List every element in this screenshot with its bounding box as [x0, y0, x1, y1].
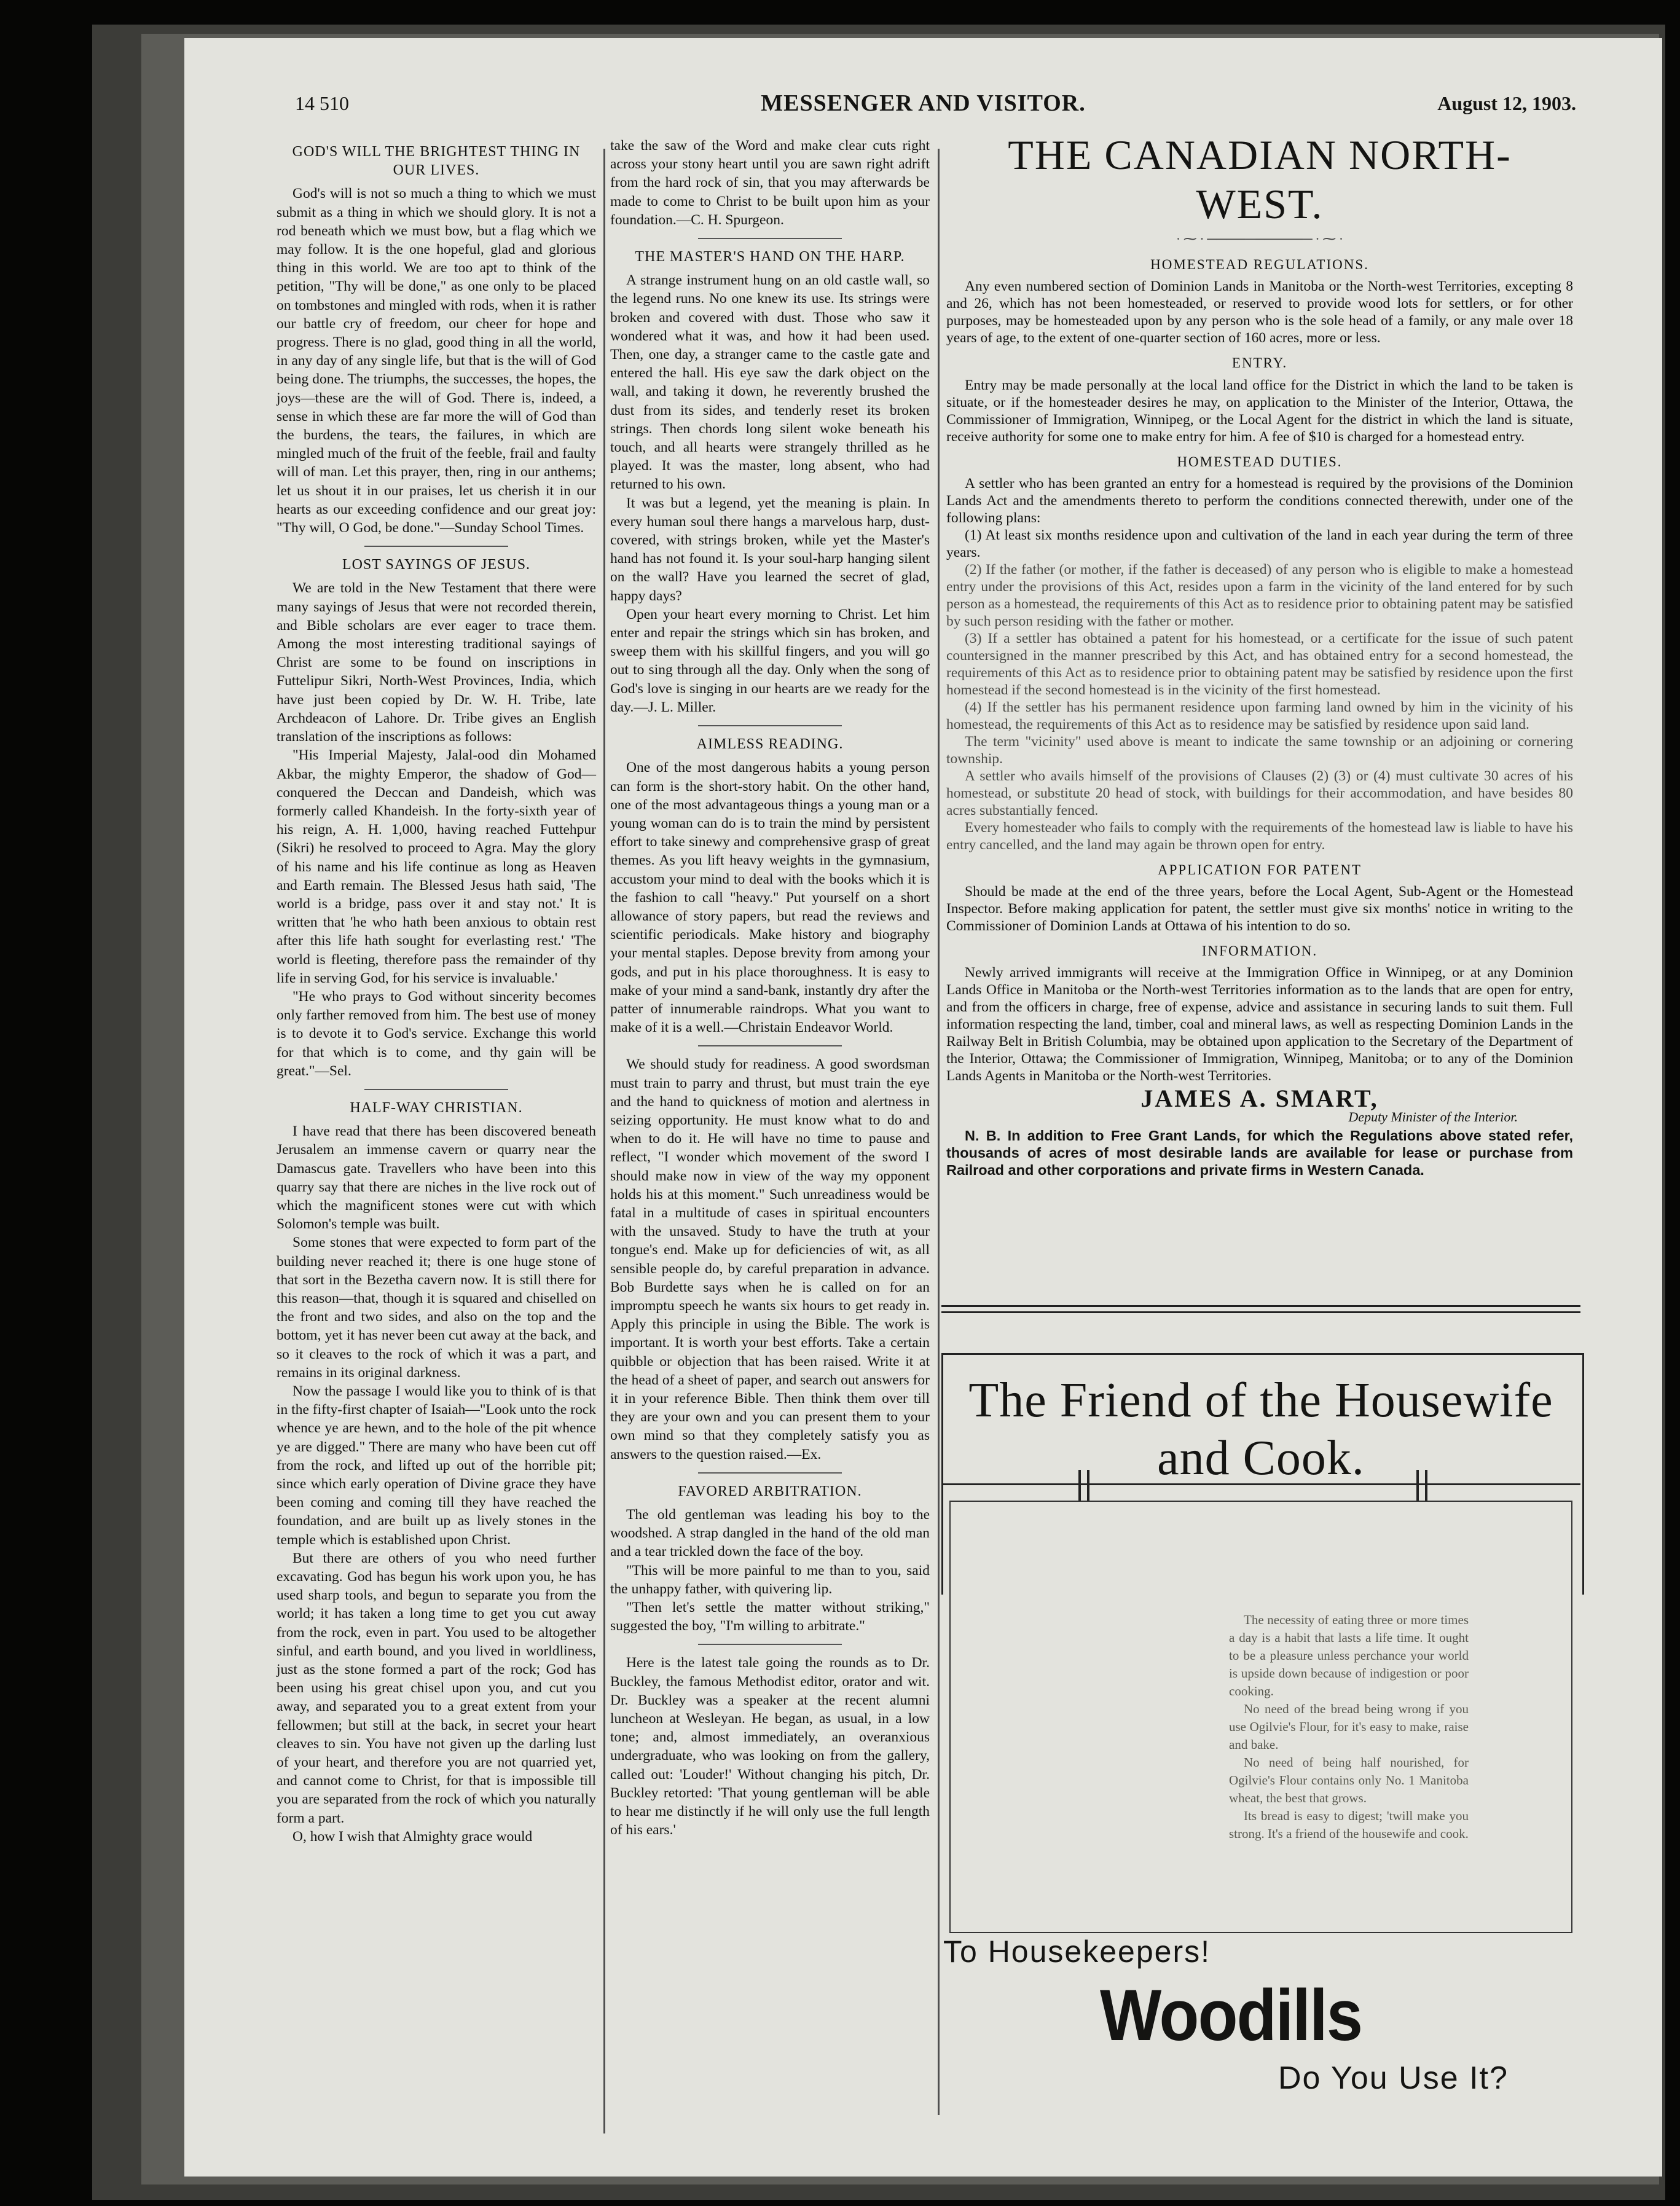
article-paragraph: "His Imperial Majesty, Jalal-ood din Mohamed Akbar, the mighty Emperor, the shadow of God—conquered the Deccan and Dandeish, which was formerly called Khandeish. In the forty-sixth year of his reign, A. H. 1,000, having reached Futtehpur (Sikri) he resolved to proceed to Agra. May the glory of his name and his life continue as long as Heaven and Earth remain. The Blessed Jesus hath said, 'The world is a bridge, pass over it and stay not.' It is written that 'he who hath been anxious to obtain rest after this life hath sought for everlasting rest.' 'The world is fleeting, therefore pass the remainder of thy life in serving God, for his service is invaluable.': [277, 747, 596, 986]
column-1: [277, 136, 596, 1846]
article-paragraph: A strange instrument hung on an old castle wall, so the legend runs. No one knew its use. Its strings were broken and covered with dust. Those who saw it wondered what it was, and how it had been used. Then, one day, a stranger came to the castle gate and entered the hall. His eye saw the dark object on the wall, and taking it down, he reverently brushed the dust from its sides, and tenderly reset its broken strings. Then chords long silent woke beneath his touch, and all hearts were strangely thrilled as he played. It was the master, long absent, who had returned to his own.: [610, 272, 930, 493]
notice-paragraph: (3) If a settler has obtained a patent for his homestead, or a certificate for the issue of such patent countersigned in the manner prescribed by this Act, and has obtained entry for a second homestead, the requirements of this Act as to residence prior to obtaining patent may be satisfied by residence upon the first homestead if the second homestead is in the vicinity of the first homestead.: [946, 630, 1573, 698]
notice-paragraph: A settler who avails himself of the provisions of Clauses (2) (3) or (4) must cultivate 30 acres of his homestead, or substitute 20 head of stock, with buildings for their accommodation, and have besides 80 acres substantially fenced.: [946, 767, 1573, 818]
column-rule-1: [603, 149, 605, 2133]
article-title: HALF-WAY CHRISTIAN.: [350, 1099, 523, 1116]
ad-paragraph: No need of the bread being wrong if you use Ogilvie's Flour, for it's easy to make, raise and bake.: [1229, 1702, 1469, 1752]
article-paragraph: One of the most dangerous habits a young person can form is the short-story habit. On the other hand, one of the most advantageous things a young man or a young woman can do is to train the mind by persistent effort to take sinewy and comprehensive grasp of great themes. As you lift heavy weights in the gymnasium, accustom your mind to deal with the books which it is the fashion to call "heavy." Put yourself on a short allowance of story papers, but read the reviews and scientific periodicals. Make history and biography your mental staples. Depose brevity from among your gods, and put in his place thoroughness. It is easy to make of your mind a sand-bank, instantly dry after the patter of innumerable raindrops. What you want to make of it is a well.—Christain Endeavor World.: [610, 760, 930, 1036]
column-2: [610, 136, 930, 1839]
article-paragraph: We are told in the New Testament that there were many sayings of Jesus that were not recorded therein, and Bible scholars are ever eager to trace them. Among the most interesting traditional sayings of Christ are some to be found on inscriptions in Futtelipur Sikri, North-West Provinces, India, which have just been copied by Dr. W. H. Tribe, late Archdeacon of Lahore. Dr. Tribe gives an English translation of the inscriptions as follows:: [277, 580, 596, 745]
flour-ad-headline: The Friend of the Housewife and Cook.: [968, 1373, 1553, 1485]
article-divider: [698, 1045, 842, 1046]
article-paragraph: "He who prays to God without sincerity becomes only farther removed from him. The best use of money is to devote it to God's service. Exchange this world for that which is to come, and thy gain will be great."—Sel.: [277, 988, 596, 1079]
article-paragraph: "This will be more painful to me than to you, said the unhappy father, with quivering lip.: [610, 1562, 930, 1597]
notice-paragraph: Newly arrived immigrants will receive at the Immigration Office in Winnipeg, or at any Dominion Lands Office in Manitoba or the North-west Territories information as to the lands that are open for entry, and from the officers in charge, free of expense, advice and assistance in securing lands to suit them. Full information respecting the land, timber, coal and mineral laws, as well as respecting Dominion Lands in the Railway Belt in British Columbia, may be obtained upon application to the Secretary of the Department of the Interior, Ottawa; the Commissioner of Immigration, Winnipeg, Manitoba; or to any of the Dominion Lands Agents in Manitoba or the North-west Territories.: [946, 965, 1573, 1085]
notice-paragraph: A settler who has been granted an entry for a homestead is required by the provisions of the Dominion Lands Act and the amendments thereto to perform the conditions connected therewith, under one of the following plans:: [946, 475, 1573, 526]
ad-ornament-right: [1416, 1470, 1427, 1501]
article-paragraph: Now the passage I would like you to think of is that in the fifty-first chapter of Isaiah—"Look unto the rock whence ye are hewn, and to the hole of the pit whence ye are digged." There are many who have been cut off from the rock, and lifted up out of the horrible pit; since which early operation of Divine grace they have been coming and coming till they have reached the foundation, and are built up as lively stones in the temple which is established upon Christ.: [277, 1383, 596, 1548]
article-divider: [698, 238, 842, 239]
article-divider: [698, 725, 842, 726]
article-divider: [364, 1089, 508, 1090]
section-heading: INFORMATION.: [1201, 943, 1318, 959]
column-rule-2: [938, 149, 940, 2115]
article-paragraph: Here is the latest tale going the rounds as to Dr. Buckley, the famous Methodist editor, orator and wit. Dr. Buckley was a speaker at the recent alumni luncheon at Wesleyan. He began, as usual, in a low tone; and, almost immediately, an overanxious undergraduate, who was looking on from the gallery, called out: 'Louder!' Without changing his pitch, Dr. Buckley retorted: 'That young gentleman will be able to hear me distinctly if he will only use the full length of his ears.': [610, 1655, 930, 1839]
section-heading: ENTRY.: [1231, 355, 1288, 371]
article-paragraph: But there are others of you who need further excavating. God has begun his work upon you, he has used sharp tools, and begun to separate you from the world; it has taken a long time to get you cut away from the rock, even in part. You used to be altogether sinful, and earth bound, and you lived in worldliness, just as the stone formed a part of the rock; God has been using his great chisel upon you, and cut you away, and separated you to a great extent from your fellowmen; but still at the back, in secret your heart cleaves to sin. You have not given up the darling lust of your heart, and therefore you are not quarried yet, and cannot come to Christ, for that is impossible till you are separated from the rock of which you naturally form a part.: [277, 1550, 596, 1826]
article-divider: [698, 1644, 842, 1645]
issue-date: August 12, 1903.: [1437, 92, 1576, 114]
masthead: MESSENGER AND VISITOR.: [761, 90, 1086, 116]
article-paragraph: Open your heart every morning to Christ. Let him enter and repair the strings which sin has broken, and sweep them with his skillful fingers, and you will go out to sing through all the day. Only when the song of God's love is singing in our hearts are we ready for the day.—J. L. Miller.: [610, 606, 930, 715]
article-paragraph: We should study for readiness. A good swordsman must train to parry and thrust, but must train the eye and the hand to quickness of motion and alertness in seizing opportunity. He must know what to do and when to do it. He will have no time to pause and reflect, "I wonder which movement of the sword I should make now in view of the way my opponent holds his at this moment." Such unreadiness would be fatal in a multitude of cases in spiritual encounters with the unsaved. Study to have the truth at your tongue's end. Make up for deficiencies of wit, as all sensible people do, by careful preparation in advance. Bob Burdette says when he is called on for an impromptu speech he wants six hours to get ready in. Apply this principle in using the Bible. The work is important. It is worth your best efforts. Take a certain quibble or objection that has been raised. Write it at the head of a sheet of paper, and search out answers for it in your reference Bible. Then think them over till they are your own and you can present them to your own mind so that they completely satisfy you as answers to the question raised.—Ex.: [610, 1056, 930, 1462]
notice-paragraph: Should be made at the end of the three years, before the Local Agent, Sub-Agent or the Homestead Inspector. Before making application for patent, the settler must give six months' notice in writing to the Commissioner of Dominion Lands at Ottawa of his intention to do so.: [946, 884, 1573, 935]
woodills-ad-line1: To Housekeepers!: [943, 1934, 1211, 1969]
section-heading: HOMESTEAD REGULATIONS.: [1150, 257, 1369, 273]
article-title: FAVORED ARBITRATION.: [678, 1483, 862, 1499]
article-paragraph: "Then let's settle the matter without striking," suggested the boy, "I'm willing to arbitrate.": [610, 1600, 930, 1635]
ad-ornament-left: [1078, 1470, 1089, 1501]
page-number: 14 510: [295, 92, 349, 114]
notice-paragraph: Every homesteader who fails to comply with the requirements of the homestead law is liable to have his entry cancelled, and the land may again be thrown open for entry.: [946, 819, 1573, 853]
notice-paragraph: Entry may be made personally at the local land office for the District in which the land to be taken is situate, or if the homesteader desires he may, on application to the Minister of the Interior, Ottawa, the Commissioner of Immigration, Winnipeg, or the Local Agent for the district in which the land is situate, receive authority for some one to make entry for him. A fee of $10 is charged for a homestead entry.: [946, 377, 1573, 445]
ad-paragraph: No need of being half nourished, for Ogilvie's Flour contains only No. 1 Manitoba wheat, the best that grows.: [1229, 1755, 1469, 1805]
notice-paragraph: (1) At least six months residence upon and cultivation of the land in each year during the term of three years.: [946, 527, 1573, 560]
notice-paragraph: (2) If the father (or mother, if the father is deceased) of any person who is eligible to make a homestead entry under the provisions of this Act, resides upon a farm in the vicinity of the land entered for by such person as a homestead, the requirements of this Act as to residence prior to obtaining patent may be satisfied by such person residing with the father or mother.: [946, 561, 1574, 629]
section-heading: HOMESTEAD DUTIES.: [1177, 453, 1343, 469]
article-paragraph: Some stones that were expected to form part of the building never reached it; there is one huge stone of that sort in the Bezetha cavern now. It is still there for this reason—that, though it is squared and chiselled on the front and two sides, and also on the top and the bottom, yet it has never been cut away at the back, and so it cleaves to the rock of which it was a part, and remains in its original darkness.: [277, 1234, 596, 1381]
page-header: [184, 92, 1662, 129]
article-paragraph: God's will is not so much a thing to which we must submit as a thing in which we should glory. It is not a rod beneath which we must bow, but a flag which we may follow. It is the one hopeful, glad and glorious thing in this world. We are too apt to think of the petition, "Thy will be done," as one only to be placed on tombstones and mingled with rods, when it is rather our battle cry of freedom, our cheer for hope and progress. There is no glad, good thing in all the world, in any day of any single life, but that is the will of God being done. The triumphs, the successes, the hopes, the joys—these are the will of God. There is, indeed, a sense in which these are far more the will of God than the burdens, the tears, the failures, in which are mingled much of the fruit of the feeble, frail and faulty will of man. Let this prayer, then, ring in our anthems; let us shout it in our praises, let us cherish it in our hearts as our exceeding confidence and our great joy: "Thy will, O God, be done."—Sunday School Times.: [277, 186, 596, 536]
article-paragraph: O, how I wish that Almighty grace would: [292, 1828, 533, 1845]
article-title: GOD'S WILL THE BRIGHTEST THING IN OUR LIVES.: [292, 144, 581, 179]
newspaper-page: [184, 38, 1662, 2177]
ornament-divider: ∙ ⁓ ∙ ─────────── ∙ ⁓ ∙: [1176, 231, 1343, 246]
article-paragraph: The old gentleman was leading his boy to the woodshed. A strap dangled in the hand of the old man and a tear trickled down the face of the boy.: [610, 1507, 930, 1560]
article-divider: [698, 1472, 842, 1474]
notice-paragraph: (4) If the settler has his permanent residence upon farming land owned by him in the vicinity of his homestead, the requirements of this Act as to residence may be satisfied by residence upon said land.: [946, 699, 1573, 732]
notice-title: THE CANADIAN NORTH-WEST.: [1008, 131, 1512, 227]
ad-rule-top-2: [941, 1311, 1580, 1313]
ad-rule-top: [941, 1305, 1580, 1307]
nb-notice: N. B. In addition to Free Grant Lands, for which the Regulations above stated refer, thousands of acres of most desirable lands are available for lease or purchase from Railroad and other corporations and private firms in Western Canada.: [946, 1127, 1573, 1178]
woodills-ad-brand: Woodills: [1100, 1975, 1362, 2056]
notice-paragraph: Any even numbered section of Dominion Lands in Manitoba or the North-west Territories, excepting 8 and 26, which has not been homesteaded, or reserved to provide wood lots for settlers, or for other purposes, may be homesteaded upon by any person who is the sole head of a family, or any male over 18 years of age, to the extent of one-quarter section of 160 acres, more or less.: [946, 278, 1573, 347]
article-title: THE MASTER'S HAND ON THE HARP.: [635, 249, 905, 265]
article-paragraph: It was but a legend, yet the meaning is plain. In every human soul there hangs a marvelous harp, dust-covered, with strings broken, while yet the Master's hand has not found it. Is your soul-harp hanging silent on the wall? Have you learned the secret of glad, happy days?: [610, 495, 930, 604]
article-title: LOST SAYINGS OF JESUS.: [342, 557, 531, 573]
notice-paragraph: The term "vicinity" used above is meant to indicate the same township or an adjoining or cornering township.: [946, 733, 1573, 767]
article-title: AIMLESS READING.: [696, 736, 844, 753]
ad-rule-mid: [941, 1483, 1580, 1485]
flour-ad-copy: [1229, 1611, 1469, 1843]
article-paragraph: take the saw of the Word and make clear cuts right across your stony heart until you are sawn right adrift from the hard rock of sin, that you may afterwards be made to come to Christ to be built upon him as your foundation.—C. H. Spurgeon.: [610, 138, 930, 228]
ad-paragraph: The necessity of eating three or more times a day is a habit that lasts a life time. It ought to be a pleasure unless perchance your world is upside down because of indigestion or poor cooking.: [1229, 1612, 1469, 1698]
article-paragraph: I have read that there has been discovered beneath Jerusalem an immense cavern or quarry near the Damascus gate. Travellers who have been into this quarry say that there are niches in the live rock out of which the magnificent stones were cut with which Solomon's temple was built.: [277, 1123, 596, 1233]
article-divider: [364, 546, 508, 547]
signature-title: Deputy Minister of the Interior.: [1348, 1109, 1518, 1125]
section-heading: APPLICATION FOR PATENT: [1158, 862, 1362, 877]
government-notice: [946, 130, 1573, 1179]
signature-name: JAMES A. SMART,: [1140, 1085, 1379, 1113]
woodills-ad-line3: Do You Use It?: [1278, 2060, 1509, 2096]
ad-paragraph: Its bread is easy to digest; 'twill make you strong. It's a friend of the housewife and cook.: [1229, 1808, 1469, 1841]
